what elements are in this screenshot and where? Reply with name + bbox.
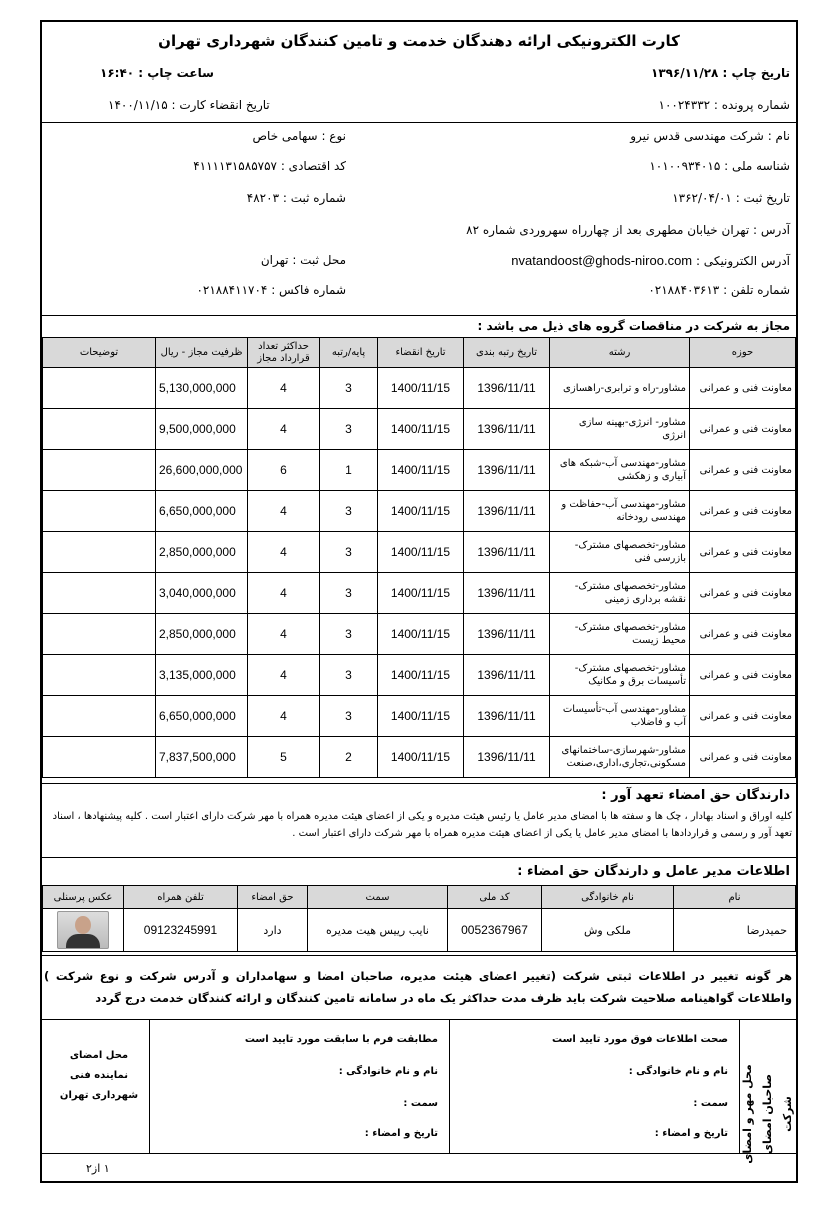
area-cell: معاونت فنی و عمرانی — [690, 573, 796, 614]
notes-cell — [43, 409, 156, 450]
field-cell: مشاور-تخصصهای مشترک-محیط زیست — [550, 614, 690, 655]
column-header: حداکثر تعداد قرارداد مجاز — [248, 338, 320, 368]
page-title: کارت الکترونیکی ارائه دهندگان خدمت و تامین کنندگان شهرداری تهران — [158, 32, 680, 50]
area-cell: معاونت فنی و عمرانی — [690, 696, 796, 737]
print-date: تاریخ چاپ : ۱۳۹۶/۱۱/۲۸ — [651, 66, 790, 80]
company-type: نوع : سهامی خاص — [252, 129, 346, 143]
notice-section — [42, 956, 796, 1020]
rank-date-cell: 1396/11/11 — [464, 368, 550, 409]
capacity-cell: 7,837,500,000 — [156, 737, 248, 778]
column-header: نام خانوادگی — [542, 886, 674, 909]
photo-cell — [43, 909, 124, 952]
capacity-cell: 3,135,000,000 — [156, 655, 248, 696]
area-cell: معاونت فنی و عمرانی — [690, 491, 796, 532]
field-cell: مشاور-مهندسی آب-شبکه های آبیاری و زهکشی — [550, 450, 690, 491]
table-row — [43, 450, 796, 491]
registration-place: محل ثبت : تهران — [260, 253, 346, 267]
groups-section — [42, 316, 796, 784]
signatory-section — [42, 784, 796, 858]
match-position-label: سمت : — [403, 1098, 438, 1109]
personnel-photo — [57, 911, 109, 949]
field-cell: مشاور-مهندسی آب-حفاظت و مهندسی رودخانه — [550, 491, 690, 532]
notes-cell — [43, 614, 156, 655]
table-row — [43, 696, 796, 737]
capacity-cell: 5,130,000,000 — [156, 368, 248, 409]
signature-section — [42, 1020, 796, 1164]
capacity-cell: 6,650,000,000 — [156, 696, 248, 737]
managers-header-row — [43, 886, 796, 909]
match-title: مطابقت فرم با سابقت مورد تایید است — [244, 1034, 438, 1045]
column-header: تاریخ انقضاء — [378, 338, 464, 368]
manager-last-name: ملکی وش — [542, 909, 674, 952]
notes-cell — [43, 573, 156, 614]
rank-cell: 3 — [320, 655, 378, 696]
expiry-date-cell: 1400/11/15 — [378, 737, 464, 778]
column-header: کد ملی — [448, 886, 542, 909]
company-fax: شماره فاکس : ۰۲۱۸۸۴۱۱۷۰۴ — [196, 283, 346, 297]
max-contracts-cell: 4 — [248, 614, 320, 655]
table-row — [43, 655, 796, 696]
column-header: حق امضاء — [238, 886, 308, 909]
rank-cell: 3 — [320, 491, 378, 532]
field-cell: مشاور-تخصصهای مشترک-تأسیسات برق و مکانیک — [550, 655, 690, 696]
area-cell: معاونت فنی و عمرانی — [690, 532, 796, 573]
rank-cell: 1 — [320, 450, 378, 491]
rank-cell: 3 — [320, 614, 378, 655]
notes-cell — [43, 491, 156, 532]
notes-cell — [43, 655, 156, 696]
column-header: نام — [674, 886, 796, 909]
rank-date-cell: 1396/11/11 — [464, 655, 550, 696]
signatory-text: کلیه اوراق و اسناد بهادار ، چک ها و سفته ها با امضای مدیر عامل یا رئیس هیئت مدیره و یکی از اعضای هیئت مدیره همراه با مهر شرکت دارای اعتبار است . کلیه پیشنهادها ، اسناد تعهد آور و رسمی و قراردادها با امضای مدیر عامل یا یکی از اعضای هیئت مدیره همراه با مهر شرکت دارای اعتبار است . — [52, 811, 792, 839]
area-cell: معاونت فنی و عمرانی — [690, 737, 796, 778]
column-header: عکس پرسنلی — [43, 886, 124, 909]
table-row — [43, 532, 796, 573]
registration-number: شماره ثبت : ۴۸۲۰۳ — [246, 191, 346, 205]
manager-position: نایب رییس هیت مدیره — [308, 909, 448, 952]
column-header: پایه/رتبه — [320, 338, 378, 368]
table-row — [43, 909, 796, 952]
capacity-cell: 2,850,000,000 — [156, 532, 248, 573]
managers-table — [42, 885, 796, 952]
max-contracts-cell: 4 — [248, 368, 320, 409]
rank-cell: 3 — [320, 409, 378, 450]
notes-cell — [43, 450, 156, 491]
rank-date-cell: 1396/11/11 — [464, 450, 550, 491]
verify-date-label: تاریخ و امضاء : — [654, 1128, 728, 1139]
card-frame — [40, 20, 798, 1183]
rank-date-cell: 1396/11/11 — [464, 614, 550, 655]
groups-title: مجاز به شرکت در مناقصات گروه های ذیل می باشد : — [477, 319, 790, 333]
print-time: ساعت چاپ : ۱۶:۴۰ — [100, 66, 214, 80]
verify-title: صحت اطلاعات فوق مورد تایید است — [551, 1034, 728, 1045]
header-section — [42, 22, 796, 123]
company-name: نام : شرکت مهندسی قدس نیرو — [630, 129, 790, 143]
table-row — [43, 491, 796, 532]
column-header: حوزه — [690, 338, 796, 368]
expiry-date-cell: 1400/11/15 — [378, 696, 464, 737]
column-header: سمت — [308, 886, 448, 909]
field-cell: مشاور-مهندسی آب-تأسیسات آب و فاضلاب — [550, 696, 690, 737]
manager-national-code: 0052367967 — [448, 909, 542, 952]
rank-cell: 3 — [320, 573, 378, 614]
max-contracts-cell: 4 — [248, 573, 320, 614]
column-header: رشته — [550, 338, 690, 368]
expiry-date-cell: 1400/11/15 — [378, 655, 464, 696]
max-contracts-cell: 4 — [248, 409, 320, 450]
registration-date: تاریخ ثبت : ۱۳۶۲/۰۴/۰۱ — [672, 191, 790, 205]
notice-text: هر گونه تغییر در اطلاعات ثبتی شرکت (تغییر اعضای هیئت مدیره، صاحبان امضا و سهامداران و آدرس شرکت و نوع شرکت ) واطلاعات گواهینامه صلاحیت شرکت باید ظرف مدت حداکثر یک ماه در سامانه تامین کنندگان و ارائه کنندگان خدمت درج گردد — [44, 969, 792, 1005]
match-date-label: تاریخ و امضاء : — [364, 1128, 438, 1139]
table-row — [43, 368, 796, 409]
match-name-label: نام و نام خانوادگی : — [338, 1066, 438, 1077]
table-row — [43, 409, 796, 450]
max-contracts-cell: 5 — [248, 737, 320, 778]
max-contracts-cell: 4 — [248, 696, 320, 737]
manager-first-name: حمیدرضا — [674, 909, 796, 952]
capacity-cell: 2,850,000,000 — [156, 614, 248, 655]
field-cell: مشاور- انرژی-بهینه سازی انرژی — [550, 409, 690, 450]
expiry-date-cell: 1400/11/15 — [378, 573, 464, 614]
rep-sign-label: محل امضای نماینده فنی شهرداری تهران — [59, 1050, 139, 1101]
expiry-date-cell: 1400/11/15 — [378, 614, 464, 655]
column-header: تلفن همراه — [124, 886, 238, 909]
company-section — [42, 123, 796, 316]
expiry-date-cell: 1400/11/15 — [378, 450, 464, 491]
rank-date-cell: 1396/11/11 — [464, 491, 550, 532]
column-header: تاریخ رتبه بندی — [464, 338, 550, 368]
groups-header-row — [43, 338, 796, 368]
expiry-date-cell: 1400/11/15 — [378, 368, 464, 409]
max-contracts-cell: 4 — [248, 491, 320, 532]
company-address: آدرس : تهران خیابان مطهری بعد از چهارراه سهروردی شماره ۸۲ — [466, 223, 790, 237]
rank-cell: 3 — [320, 696, 378, 737]
rank-cell: 3 — [320, 368, 378, 409]
max-contracts-cell: 4 — [248, 655, 320, 696]
verify-position-label: سمت : — [693, 1098, 728, 1109]
notes-cell — [43, 737, 156, 778]
capacity-cell: 9,500,000,000 — [156, 409, 248, 450]
area-cell: معاونت فنی و عمرانی — [690, 368, 796, 409]
verify-name-label: نام و نام خانوادگی : — [628, 1066, 728, 1077]
field-cell: مشاور-تخصصهای مشترک-نقشه برداری زمینی — [550, 573, 690, 614]
page-number: ۱ از۲ — [86, 1162, 110, 1175]
capacity-cell: 6,650,000,000 — [156, 491, 248, 532]
table-row — [43, 614, 796, 655]
expiry-date-cell: 1400/11/15 — [378, 491, 464, 532]
capacity-cell: 3,040,000,000 — [156, 573, 248, 614]
rank-date-cell: 1396/11/11 — [464, 532, 550, 573]
manager-mobile: 09123245991 — [124, 909, 238, 952]
max-contracts-cell: 6 — [248, 450, 320, 491]
column-header: ظرفیت مجاز - ریال — [156, 338, 248, 368]
groups-table — [42, 337, 796, 778]
field-cell: مشاور-شهرسازی-ساختمانهای مسکونی،تجاری،اداری،صنعت — [550, 737, 690, 778]
field-cell: مشاور-راه و ترابری-راهسازی — [550, 368, 690, 409]
rank-date-cell: 1396/11/11 — [464, 573, 550, 614]
rank-date-cell: 1396/11/11 — [464, 696, 550, 737]
expiry-date-cell: 1400/11/15 — [378, 532, 464, 573]
rank-date-cell: 1396/11/11 — [464, 737, 550, 778]
rank-cell: 3 — [320, 532, 378, 573]
national-id: شناسه ملی : ۱۰۱۰۰۹۳۴۰۱۵ — [649, 159, 790, 173]
column-header: توضیحات — [43, 338, 156, 368]
area-cell: معاونت فنی و عمرانی — [690, 450, 796, 491]
expiry-date-cell: 1400/11/15 — [378, 409, 464, 450]
managers-section — [42, 858, 796, 956]
notes-cell — [43, 696, 156, 737]
signatory-title: دارندگان حق امضاء تعهد آور : — [601, 788, 790, 803]
area-cell: معاونت فنی و عمرانی — [690, 409, 796, 450]
area-cell: معاونت فنی و عمرانی — [690, 614, 796, 655]
field-cell: مشاور-تخصصهای مشترک-بازرسی فنی — [550, 532, 690, 573]
area-cell: معاونت فنی و عمرانی — [690, 655, 796, 696]
manager-sign-right: دارد — [238, 909, 308, 952]
company-email: آدرس الکترونیکی : nvatandoost@ghods-niroo.com — [511, 253, 790, 268]
file-number: شماره پرونده : ۱۰۰۲۴۳۳۲ — [658, 98, 790, 112]
company-phone: شماره تلفن : ۰۲۱۸۸۴۰۳۶۱۳ — [648, 283, 790, 297]
table-row — [43, 737, 796, 778]
rank-cell: 2 — [320, 737, 378, 778]
capacity-cell: 26,600,000,000 — [156, 450, 248, 491]
rank-date-cell: 1396/11/11 — [464, 409, 550, 450]
economic-code: کد اقتصادی : ۴۱۱۱۱۳۱۵۸۵۷۵۷ — [193, 159, 346, 173]
stamp-label: محل مهر و امضای صاحبان امضای شرکت — [741, 1064, 794, 1164]
notes-cell — [43, 532, 156, 573]
notes-cell — [43, 368, 156, 409]
card-expiry: تاریخ انقضاء کارت : ۱۴۰۰/۱۱/۱۵ — [108, 98, 270, 112]
max-contracts-cell: 4 — [248, 532, 320, 573]
table-row — [43, 573, 796, 614]
managers-title: اطلاعات مدیر عامل و دارندگان حق امضاء : — [517, 864, 790, 879]
